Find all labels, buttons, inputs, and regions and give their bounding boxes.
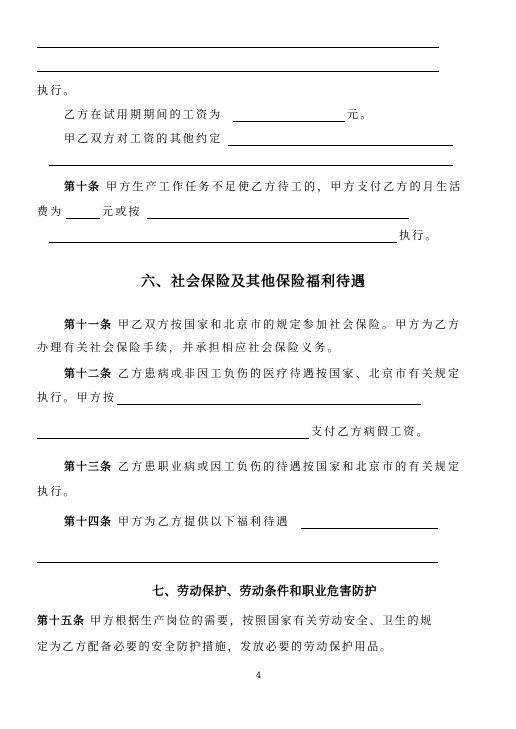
article-label: 第十条 — [64, 180, 100, 193]
article-11 — [64, 318, 461, 332]
other-wage-text: 甲乙双方对工资的其他约定 — [64, 132, 223, 145]
article-text: 乙方患病或非因工负伤的医疗待遇按国家、北京市有关规定 — [118, 367, 462, 380]
article-13-line2: 执行。 — [37, 485, 77, 498]
blank-line — [37, 562, 438, 563]
article-text: 甲方生产工作任务不足使乙方待工的，甲方支付乙方的月生活 — [106, 180, 463, 193]
blank-line — [37, 438, 309, 439]
page-number: 4 — [256, 671, 262, 680]
article-10-line3: 执行。 — [399, 229, 439, 242]
article-label: 第十四条 — [64, 515, 112, 528]
article-12 — [64, 367, 461, 381]
section-6-title: 六、社会保险及其他保险福利待遇 — [141, 274, 366, 290]
probation-end-text: 执行。 — [37, 84, 77, 97]
article-14 — [64, 515, 290, 529]
article-label: 第十五条 — [37, 614, 85, 627]
article-11-line2: 办理有关社会保险手续，并承担相应社会保险义务。 — [37, 341, 341, 354]
sick-pay-blank — [117, 404, 421, 405]
article-15 — [37, 614, 433, 628]
article-13 — [64, 460, 461, 474]
article-label: 第十一条 — [64, 318, 112, 331]
blank-line — [37, 47, 439, 48]
article-text: 甲乙双方按国家和北京市的规定参加社会保险。甲方为乙方 — [118, 318, 462, 331]
probation-wage-blank — [233, 121, 345, 122]
blank-line — [37, 71, 439, 72]
probation-wage-unit: 元。 — [347, 108, 374, 121]
article-12-line3: 支付乙方病假工资。 — [311, 425, 430, 438]
article-text: 甲方为乙方提供以下福利待遇 — [118, 515, 290, 528]
welfare-blank — [301, 528, 438, 529]
blank-line — [49, 242, 397, 243]
blank-line — [49, 165, 453, 166]
article-text: 甲方根据生产岗位的需要，按照国家有关劳动安全、卫生的规 — [90, 614, 433, 627]
living-allowance-standard-blank — [147, 218, 409, 219]
article-label: 第十二条 — [64, 367, 112, 380]
living-allowance-blank — [66, 218, 100, 219]
article-10 — [64, 180, 462, 194]
article-12-line2: 执行。甲方按 — [37, 391, 117, 404]
article-10-line2-mid: 元或按 — [102, 205, 142, 218]
probation-wage-text: 乙方在试用期期间的工资为 — [64, 108, 223, 121]
article-10-line2: 费为 — [37, 205, 64, 218]
article-text: 乙方患职业病或因工负伤的待遇按国家和北京市的有关规定 — [118, 460, 462, 473]
other-wage-blank — [228, 145, 453, 146]
section-7-title: 七、劳动保护、劳动条件和职业危害防护 — [152, 584, 378, 598]
article-15-line2: 定为乙方配备必要的安全防护措施，发放必要的劳动保护用品。 — [37, 640, 393, 653]
article-label: 第十三条 — [64, 460, 112, 473]
